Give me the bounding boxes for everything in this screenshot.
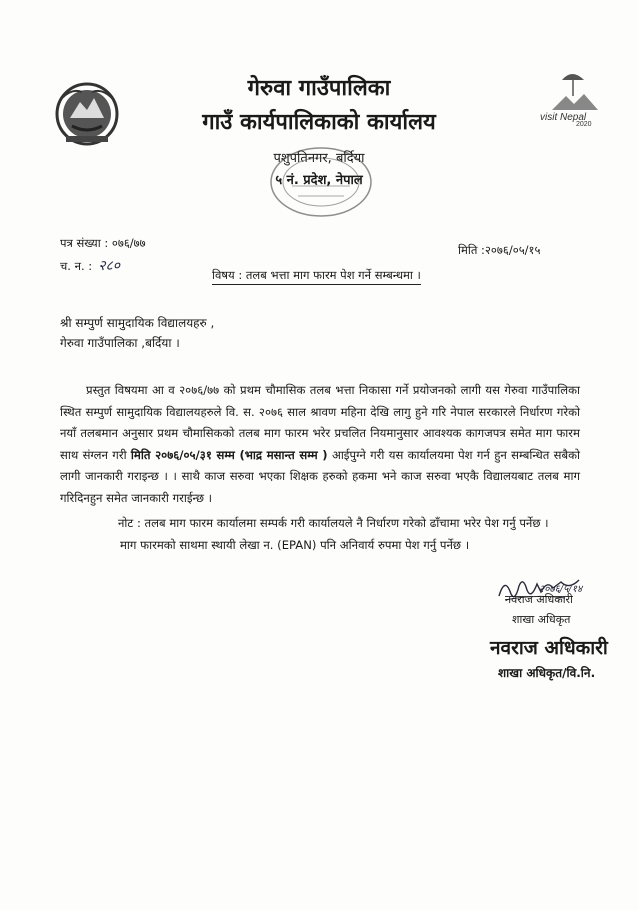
recipient-line-2: गेरुवा गाउँपालिका ,बर्दिया । [60, 336, 180, 350]
body-text-2: आईपुग्ने गरी यस कार्यालयमा पेश गर्न हुन सम्बन्धित सबैको लागी जानकारी गराइन्छ । । साथै काज सरुवा भएका शिक्षक हरुको हकमा भने काज सरुवा भएकै विद्यालयबाट तलब माग गरिदिनहुन समेत जानकारी गराईन्छ । [60, 447, 581, 505]
dispatch-number [60, 256, 120, 275]
office-title: गाउँ कार्यपालिकाको कार्यालय [202, 110, 436, 135]
signatory-name: नवराज अधिकारी [505, 593, 573, 606]
note-line-1: नोट : तलब माग फारम कार्यालमा सम्पर्क गरी कार्यालयले नै निर्धारण गरेको ढाँचामा भरेर पेश गर्नु पर्नेछ । [118, 516, 549, 530]
office-province: ५ नं. प्रदेश, नेपाल [275, 173, 363, 188]
body-text-1: प्रस्तुत विषयमा आ व २०७६/७७ को प्रथम चौमासिक तलब भत्ता निकासा गर्ने प्रयोजनको लागी यस गेरुवा गाउँपालिका स्थित सम्पुर्ण सामुदायिक विद्यालयहरुले वि. स. २०७६ साल श्रावण महिना देखि लागु हुने गरि नेपाल सरकारले निर्धारण गरेको नयाँ तलबमान अनुसार प्रथम चौमासिकको तलब माग फारम भरेर प्रचलित नियमानुसार आवश्यक कागजपत्र समेत माग फारम साथ संग्लन गरी [60, 383, 580, 462]
letter-date: मिति :२०७६/०५/१५ [458, 243, 541, 257]
svg-text:2020: 2020 [576, 121, 592, 126]
svg-text:visit Nepal: visit Nepal [540, 112, 587, 123]
subject-line: विषय : तलब भत्ता माग फारम पेश गर्ने सम्बन्धमा । [212, 268, 421, 285]
signatory-role: शाखा अधिकृत [512, 613, 571, 626]
letter-body [60, 380, 580, 509]
seal-role: शाखा अधिकृत/वि.नि. [498, 666, 596, 680]
office-name: गेरुवा गाउँपालिका [247, 76, 391, 101]
seal-name: नवराज अधिकारी [490, 637, 608, 659]
office-address: पशुपतिनगर, बर्दिया [273, 151, 365, 166]
recipient-line-1: श्री सम्पुर्ण सामुदायिक विद्यालयहरु , [60, 316, 215, 330]
dispatch-value: २८० [98, 258, 121, 274]
reference-number: पत्र संख्या : ०७६/७७ [60, 236, 146, 250]
note-line-2: माग फारमको साथमा स्थायी लेखा न. (EPAN) पनि अनिवार्य रुपमा पेश गर्नु पर्नेछ । [120, 538, 470, 552]
deadline-text: मिति २०७६/०५/३१ सम्म (भाद्र मसान्त सम्म ) [130, 447, 328, 462]
dispatch-label: च. न. : [60, 259, 93, 273]
office-stamp [262, 140, 380, 220]
svg-text:२०७६/५/१४: २०७६/५/१४ [539, 584, 583, 595]
